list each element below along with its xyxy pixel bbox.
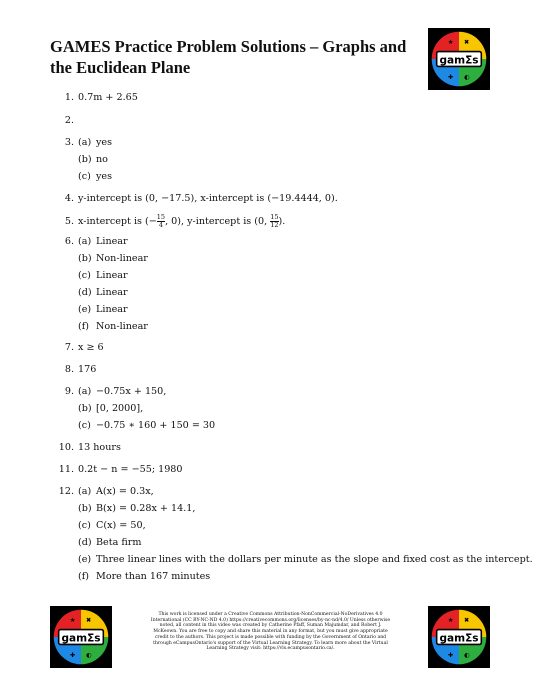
svg-text:★: ★	[447, 617, 454, 625]
subitem-text: yes	[96, 137, 113, 148]
games-logo-bottom-right	[428, 606, 490, 668]
subitem-label: (a)	[78, 386, 92, 397]
answer-number: 12.	[58, 486, 74, 497]
answer-item	[52, 386, 216, 431]
subitem-text: B(x) = 0.28x + 14.1,	[96, 503, 196, 514]
page-title: GAMES Practice Problem Solutions – Graphs and the Euclidean Plane	[50, 37, 407, 77]
svg-text:◐: ◐	[463, 651, 470, 659]
answer-subitem	[78, 304, 128, 316]
answer-subitem	[78, 520, 146, 532]
subitem-label: (e)	[78, 554, 92, 565]
subitem-text: −0.75 ∗ 160 + 150 = 30	[96, 420, 216, 431]
subitem-label: (a)	[78, 137, 92, 148]
subitem-label: (c)	[78, 520, 91, 531]
subitem-text: Linear	[96, 304, 128, 315]
svg-text:✚: ✚	[447, 651, 454, 659]
answer-subitem	[78, 171, 112, 183]
svg-text:✖: ✖	[463, 39, 470, 47]
svg-text:✚: ✚	[69, 651, 76, 659]
answer-subitem	[78, 321, 148, 333]
subitem-label: (a)	[78, 236, 92, 247]
subitem-text: yes	[96, 171, 113, 182]
answer-subitem	[78, 287, 128, 299]
subitem-text: C(x) = 50,	[96, 520, 146, 531]
subitem-text: [0, 2000],	[96, 403, 144, 414]
subitem-label: (b)	[78, 503, 92, 514]
subitem-label: (f)	[78, 571, 90, 582]
subitem-label: (e)	[78, 304, 92, 315]
answer-text: x-intercept is (− $\frac{15}{4}$ , 0), y-intercept is (0, $\frac{15}{12}$ ).	[78, 213, 286, 229]
answer-number: 6.	[64, 236, 74, 247]
answer-number: 2.	[64, 115, 74, 126]
subitem-label: (f)	[78, 321, 90, 332]
answer-subitem	[78, 571, 210, 583]
subitem-label: (c)	[78, 420, 91, 431]
answer-number: 3.	[64, 137, 74, 148]
answer-text: 0.7m + 2.65	[78, 92, 138, 103]
svg-text:✖: ✖	[85, 617, 92, 625]
answer-subitem	[78, 503, 195, 515]
subitem-text: Non-linear	[96, 253, 148, 264]
games-logo-bottom-left	[50, 606, 112, 668]
answer-number: 4.	[64, 193, 74, 204]
fraction: $\frac{15}{4}$	[156, 213, 166, 229]
fraction: $\frac{15}{12}$	[270, 213, 279, 229]
svg-text:✖: ✖	[463, 617, 470, 625]
logo-text: gamΣs	[439, 632, 479, 645]
answer-text: y-intercept is (0, −17.5), x-intercept is (−19.4444, 0).	[78, 193, 338, 204]
games-logo-top	[428, 28, 490, 90]
svg-text:★: ★	[69, 617, 76, 625]
answer-text: x ≥ 6	[78, 342, 104, 353]
svg-text:◐: ◐	[463, 73, 470, 81]
subitem-text: Beta firm	[96, 537, 142, 548]
subitem-label: (c)	[78, 270, 91, 281]
logo-graphic	[428, 28, 490, 90]
answer-item	[52, 193, 338, 205]
answer-text: 0.2t − n = −55; 1980	[78, 464, 183, 475]
logo-graphic	[50, 606, 112, 668]
subitem-label: (c)	[78, 171, 91, 182]
subitem-text: −0.75x + 150,	[96, 386, 167, 397]
answer-number: 8.	[64, 364, 74, 375]
answer-item	[52, 342, 104, 354]
answer-item	[52, 364, 96, 376]
answer-subitem	[78, 154, 108, 166]
answer-item	[52, 92, 138, 104]
logo-text: gamΣs	[439, 54, 479, 67]
answer-item	[52, 214, 285, 229]
subitem-text: Non-linear	[96, 321, 148, 332]
subitem-label: (a)	[78, 486, 92, 497]
subitem-text: Three linear lines with the dollars per minute as the slope and fixed cost as the intercept.	[96, 554, 533, 565]
answer-item	[52, 486, 533, 582]
answer-item	[52, 137, 113, 182]
answer-text: 13 hours	[78, 442, 121, 453]
svg-text:★: ★	[447, 39, 454, 47]
answer-subitem	[78, 537, 141, 549]
subitem-label: (d)	[78, 537, 92, 548]
answer-item	[52, 442, 121, 454]
subitem-text: no	[96, 154, 108, 165]
answer-number: 11.	[58, 464, 74, 475]
answer-item	[52, 464, 183, 476]
subitem-text: More than 167 minutes	[96, 571, 211, 582]
logo-graphic	[428, 606, 490, 668]
subitem-label: (b)	[78, 154, 92, 165]
answer-subitem	[78, 403, 143, 415]
subitem-text: Linear	[96, 270, 128, 281]
answer-subitem	[78, 486, 154, 498]
answer-subitem	[78, 554, 533, 566]
answer-number: 1.	[64, 92, 74, 103]
answer-number: 10.	[58, 442, 74, 453]
svg-text:✚: ✚	[447, 73, 454, 81]
license-text: This work is licensed under a Creative Commons Attribution-NonCommercial-NoDerivatives 4.0 International (CC BY-NC-ND 4.0) https://creativecommons.org/licenses/by-nc-nd/4.0/ Unless otherwise noted, all content in this video was created by Catherine Pfaff, Suman Majumdar, and Robert J. McKeown. You are free to copy and share this material in any format, but you must give appropriate credit to the authors. This project is made possible with funding by the Government of Ontario and through eCampusOntario's support of the Virtual Learning Strategy. To learn more about the Virtual Learning Strategy visit: https://vls.ecampusontario.ca/.	[150, 612, 391, 652]
answer-number: 5.	[64, 216, 74, 227]
answer-subitem	[78, 236, 128, 248]
logo-text: gamΣs	[61, 632, 101, 645]
subitem-label: (b)	[78, 253, 92, 264]
answer-item	[52, 115, 78, 127]
answer-subitem	[78, 137, 112, 149]
subitem-text: A(x) = 0.3x,	[96, 486, 154, 497]
answer-number: 7.	[64, 342, 74, 353]
answer-subitem	[78, 420, 215, 432]
answer-subitem	[78, 386, 166, 398]
answer-item	[52, 236, 148, 332]
svg-text:◐: ◐	[85, 651, 92, 659]
answer-text: 176	[78, 364, 97, 375]
subitem-label: (b)	[78, 403, 92, 414]
subitem-text: Linear	[96, 287, 128, 298]
answer-subitem	[78, 253, 148, 265]
answer-number: 9.	[64, 386, 74, 397]
subitem-text: Linear	[96, 236, 128, 247]
subitem-label: (d)	[78, 287, 92, 298]
answer-subitem	[78, 270, 128, 282]
